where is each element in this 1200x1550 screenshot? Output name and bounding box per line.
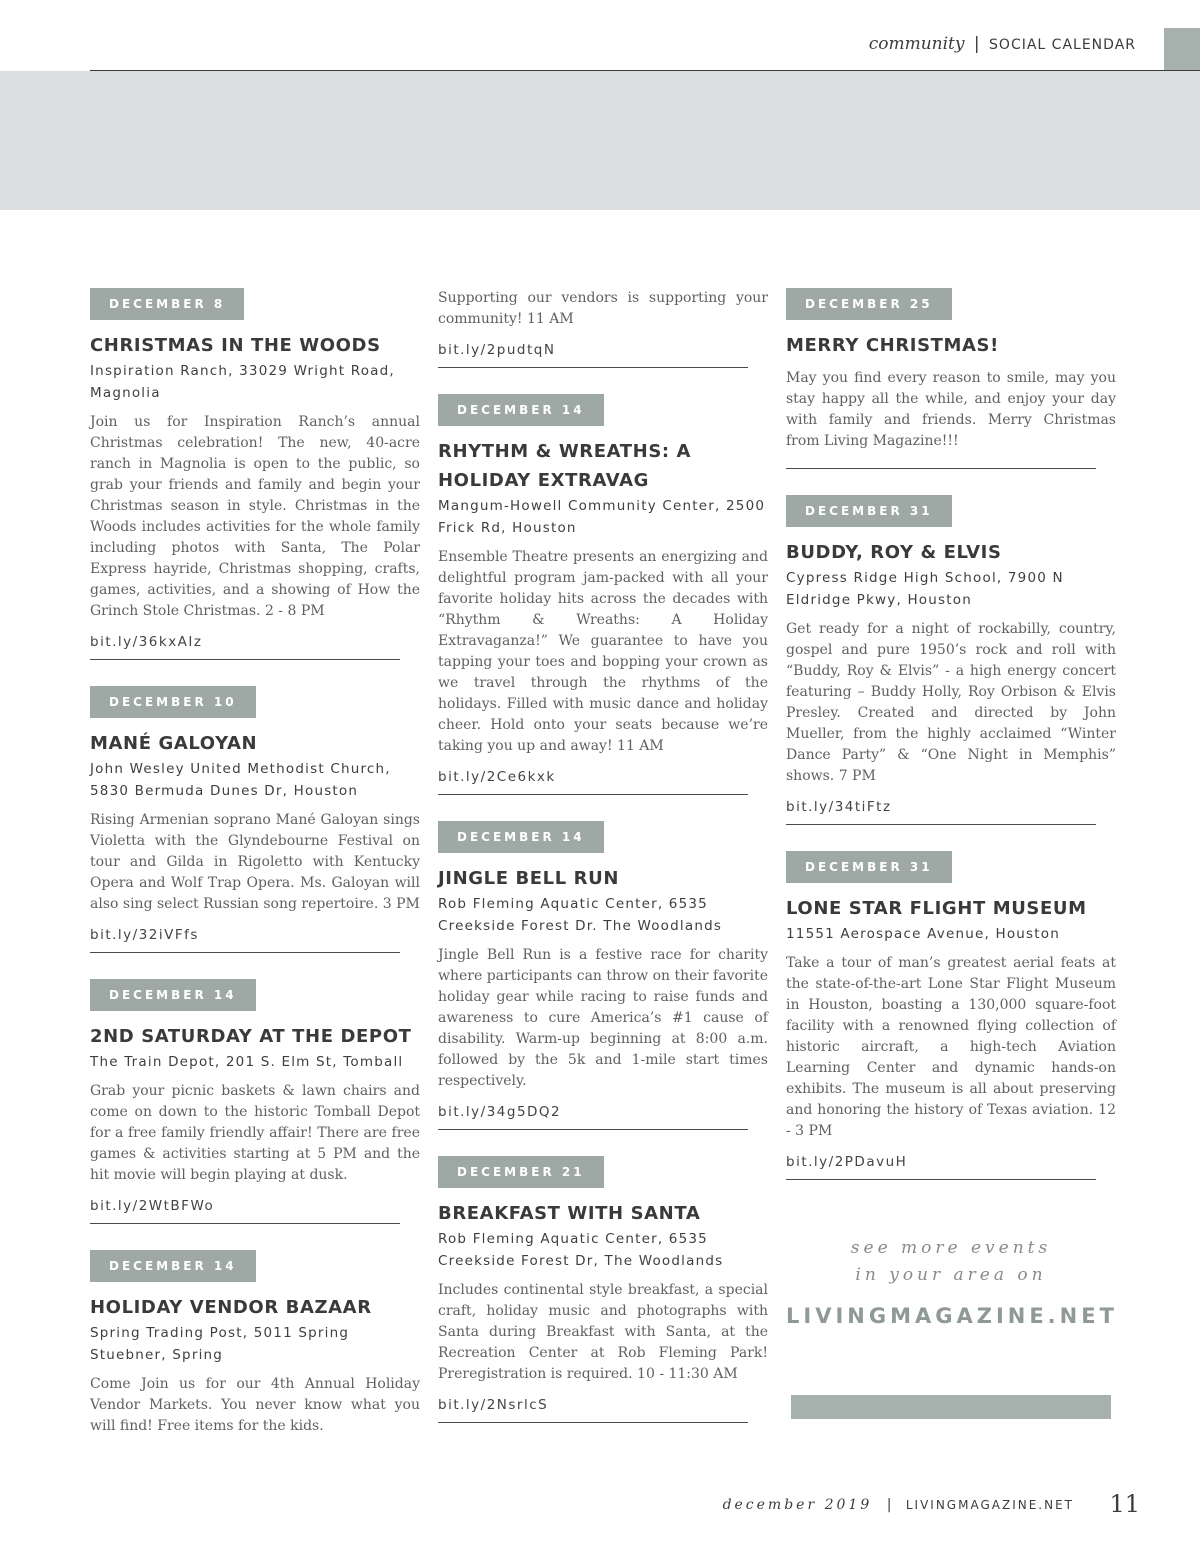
event-title: BREAKFAST WITH SANTA bbox=[438, 1203, 701, 1224]
event-date-badge: DECEMBER 25 bbox=[786, 288, 952, 320]
decorative-bar bbox=[791, 1395, 1111, 1419]
event-date-badge: DECEMBER 14 bbox=[438, 394, 604, 426]
event-divider bbox=[90, 952, 400, 953]
event-description: Come Join us for our 4th Annual Holiday Vendor Markets. You never know what you will find! Free items for the kids. bbox=[90, 1376, 420, 1434]
event-mane-galoyan bbox=[90, 686, 420, 953]
event-divider bbox=[438, 367, 748, 368]
event-venue: Inspiration Ranch, 33029 Wright Road, Magnolia bbox=[90, 363, 395, 401]
page-footer bbox=[723, 1497, 1074, 1513]
promo-website-link[interactable]: LIVINGMAGAZINE.NET bbox=[786, 1304, 1118, 1328]
event-description: Rising Armenian soprano Mané Galoyan sings Violetta with the Glyndebourne Festival on tour and Gilda in Rigoletto with Kentucky Opera and Wolf Trap Opera. Ms. Galoyan will also sing select Russian song repertoire. 3 PM bbox=[90, 812, 420, 912]
event-merry-christmas bbox=[786, 288, 1116, 469]
event-venue: Spring Trading Post, 5011 Spring Stuebner, Spring bbox=[90, 1325, 350, 1363]
event-link[interactable]: bit.ly/2Ce6kxk bbox=[438, 769, 556, 785]
calendar-column-1 bbox=[90, 288, 420, 1463]
event-2nd-saturday-at-the-depot bbox=[90, 979, 420, 1224]
event-date-badge: DECEMBER 10 bbox=[90, 686, 256, 718]
header-tab bbox=[1164, 28, 1200, 72]
event-date-badge: DECEMBER 14 bbox=[90, 979, 256, 1011]
footer-website: LIVINGMAGAZINE.NET bbox=[905, 1498, 1074, 1512]
promo-line-1: see more events bbox=[850, 1238, 1052, 1258]
event-divider bbox=[786, 468, 1096, 469]
event-link[interactable]: bit.ly/2NsrlcS bbox=[438, 1397, 549, 1413]
event-title: LONE STAR FLIGHT MUSEUM bbox=[786, 898, 1087, 919]
event-link[interactable]: bit.ly/34g5DQ2 bbox=[438, 1104, 562, 1120]
event-title: MERRY CHRISTMAS! bbox=[786, 335, 999, 356]
event-description: Jingle Bell Run is a festive race for charity where participants can throw on their favorite holiday gear while racing to raise funds and awareness to cure America’s #1 cause of disability. Warm-up beginning at 8:00 a.m. followed by the 5k and 1-mile start times respectively. bbox=[438, 947, 768, 1089]
event-rhythm-and-wreaths bbox=[438, 394, 768, 795]
event-divider bbox=[786, 824, 1096, 825]
event-title: HOLIDAY VENDOR BAZAAR bbox=[90, 1297, 372, 1318]
event-jingle-bell-run bbox=[438, 821, 768, 1130]
event-venue: Rob Fleming Aquatic Center, 6535 Creekside Forest Dr, The Woodlands bbox=[438, 1231, 724, 1269]
event-holiday-vendor-bazaar-continued bbox=[438, 288, 768, 368]
event-christmas-in-the-woods bbox=[90, 288, 420, 660]
event-description-continued: Supporting our vendors is supporting your community! 11 AM bbox=[438, 290, 768, 327]
event-divider bbox=[90, 1223, 400, 1224]
banner-image bbox=[0, 71, 1200, 210]
event-venue: The Train Depot, 201 S. Elm St, Tomball bbox=[90, 1054, 404, 1070]
calendar-column-3 bbox=[786, 288, 1116, 1206]
event-divider bbox=[438, 794, 748, 795]
section-title: SOCIAL CALENDAR bbox=[989, 37, 1136, 53]
calendar-column-2 bbox=[438, 288, 768, 1449]
event-title: BUDDY, ROY & ELVIS bbox=[786, 542, 1002, 563]
event-link[interactable]: bit.ly/2WtBFWo bbox=[90, 1198, 215, 1214]
event-date-badge: DECEMBER 14 bbox=[438, 821, 604, 853]
see-more-events-promo bbox=[786, 1235, 1116, 1330]
section-name: community bbox=[868, 34, 965, 54]
page-number: 11 bbox=[1109, 1490, 1140, 1518]
event-description: Take a tour of man’s greatest aerial feats at the state-of-the-art Lone Star Flight Museum in Houston, boasting a 130,000 square-foot facility with a renowned flying collection of historic aircraft, a high-tech Aviation Learning Center and dynamic hands-on exhibits. The museum is all about preserving and honoring the history of Texas aviation. 12 - 3 PM bbox=[786, 955, 1116, 1139]
event-buddy-roy-elvis bbox=[786, 495, 1116, 825]
event-venue: 11551 Aerospace Avenue, Houston bbox=[786, 926, 1060, 942]
event-venue: Rob Fleming Aquatic Center, 6535 Creekside Forest Dr. The Woodlands bbox=[438, 896, 723, 934]
promo-line-2: in your area on bbox=[855, 1265, 1047, 1285]
event-description: Includes continental style breakfast, a special craft, holiday music and photographs with Santa during Breakfast with Santa, at the Recreation Center at Rob Fleming Park! Preregistration is required. 10 - 11:30 AM bbox=[438, 1282, 768, 1382]
event-venue: Cypress Ridge High School, 7900 N Eldridge Pkwy, Houston bbox=[786, 570, 1064, 608]
event-venue: Mangum-Howell Community Center, 2500 Frick Rd, Houston bbox=[438, 498, 766, 536]
event-description: Join us for Inspiration Ranch’s annual Christmas celebration! The new, 40-acre ranch in Magnolia is open to the public, so grab your friends and family and begin your Christmas season in style. Christmas in the Woods includes activities for the whole family including photos with Santa, The Polar Express hayride, Christmas shopping, crafts, games, activities, and a showing of How the Grinch Stole Christmas. 2 - 8 PM bbox=[90, 414, 420, 619]
event-date-badge: DECEMBER 31 bbox=[786, 851, 952, 883]
event-date-badge: DECEMBER 21 bbox=[438, 1156, 604, 1188]
event-link[interactable]: bit.ly/36kxAIz bbox=[90, 634, 203, 650]
event-title: RHYTHM & WREATHS: A HOLIDAY EXTRAVAG bbox=[438, 441, 692, 491]
event-divider bbox=[438, 1129, 748, 1130]
event-breakfast-with-santa bbox=[438, 1156, 768, 1423]
running-header bbox=[869, 34, 1136, 54]
event-divider bbox=[90, 659, 400, 660]
event-venue: John Wesley United Methodist Church, 5830 Bermuda Dunes Dr, Houston bbox=[90, 761, 391, 799]
footer-separator: | bbox=[886, 1497, 892, 1513]
event-date-badge: DECEMBER 8 bbox=[90, 288, 244, 320]
event-date-badge: DECEMBER 31 bbox=[786, 495, 952, 527]
event-link[interactable]: bit.ly/32iVFfs bbox=[90, 927, 199, 943]
event-description: Ensemble Theatre presents an energizing and delightful program jam-packed with all your favorite holiday hits across the decades with “Rhythm & Wreaths: A Holiday Extravaganza!” We guarantee to have you tapping your toes and bopping your crown as we travel through the rhythms of the holidays. Filled with music dance and holiday cheer. Hold onto your seats because we’re taking you up and away! 11 AM bbox=[438, 549, 768, 754]
event-description: May you find every reason to smile, may you stay happy all the while, and enjoy your day with family and friends. Merry Christmas from Living Magazine!!! bbox=[786, 370, 1116, 449]
event-link[interactable]: bit.ly/34tiFtz bbox=[786, 799, 892, 815]
event-divider bbox=[438, 1422, 748, 1423]
event-title: CHRISTMAS IN THE WOODS bbox=[90, 335, 381, 356]
event-link[interactable]: bit.ly/2PDavuH bbox=[786, 1154, 908, 1170]
event-link[interactable]: bit.ly/2pudtqN bbox=[438, 342, 556, 358]
event-description: Grab your picnic baskets & lawn chairs and come on down to the historic Tomball Depot for a free family friendly affair! There are free games & activities starting at 5 PM and the hit movie will begin playing at dusk. bbox=[90, 1083, 420, 1183]
header-separator: | bbox=[973, 34, 980, 54]
event-holiday-vendor-bazaar bbox=[90, 1250, 420, 1437]
event-title: 2ND SATURDAY AT THE DEPOT bbox=[90, 1026, 412, 1047]
event-description: Get ready for a night of rockabilly, country, gospel and pure 1950’s rock and roll with “Buddy, Roy & Elvis” - a high energy concert featuring – Buddy Holly, Roy Orbison & Elvis Presley. Created and directed by John Mueller, from the highly acclaimed “Winter Dance Party” & “One Night in Memphis” shows. 7 PM bbox=[786, 621, 1116, 784]
event-divider bbox=[786, 1179, 1096, 1180]
event-date-badge: DECEMBER 14 bbox=[90, 1250, 256, 1282]
event-title: JINGLE BELL RUN bbox=[438, 868, 620, 889]
issue-date: december 2019 bbox=[722, 1497, 873, 1513]
event-title: MANÉ GALOYAN bbox=[90, 733, 258, 754]
event-lone-star-flight-museum bbox=[786, 851, 1116, 1180]
